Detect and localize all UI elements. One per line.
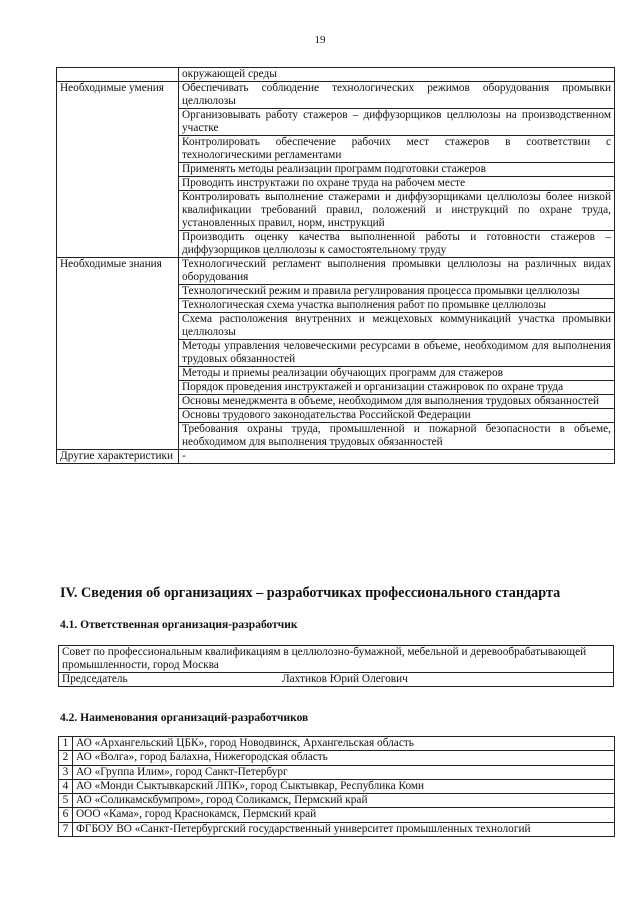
- competency-table: [56, 67, 615, 464]
- table-row: [59, 822, 615, 836]
- requirement-item: Технологическая схема участка выполнения работ по промывке целлюлозы: [179, 299, 615, 313]
- responsible-person-cell: [59, 673, 614, 687]
- requirement-item: Проводить инструктажи по охране труда на рабочем месте: [179, 177, 615, 191]
- developer-orgs-table: [58, 736, 615, 837]
- requirement-item: Основы менеджмента в объеме, необходимом для выполнения трудовых обязанностей: [179, 395, 615, 409]
- requirement-item: Организовывать работу стажеров – диффузорщиков целлюлозы на производственном участке: [179, 109, 615, 136]
- row-label-other: Другие характеристики: [57, 450, 179, 464]
- org-name: АО «Волга», город Балахна, Нижегородская область: [73, 751, 615, 765]
- requirement-item: Основы трудового законодательства Российской Федерации: [179, 409, 615, 423]
- row-label-skills: Необходимые умения: [57, 82, 179, 258]
- requirement-item: Методы управления человеческими ресурсами в объеме, необходимом для выполнения трудовых обязанностей: [179, 340, 615, 367]
- org-number: 2: [59, 751, 73, 765]
- requirement-item: -: [179, 450, 615, 464]
- org-number: 6: [59, 808, 73, 822]
- org-name: АО «Архангельский ЦБК», город Новодвинск, Архангельская область: [73, 737, 615, 751]
- requirement-item: Технологический режим и правила регулирования процесса промывки целлюлозы: [179, 285, 615, 299]
- requirement-item: Схема расположения внутренних и межцеховых коммуникаций участка промывки целлюлозы: [179, 313, 615, 340]
- requirement-item: окружающей среды: [179, 68, 615, 82]
- requirement-item: Контролировать обеспечение рабочих мест стажеров в соответствии с технологическими регламентами: [179, 136, 615, 163]
- page-number: 19: [314, 34, 326, 46]
- org-number: 4: [59, 779, 73, 793]
- requirement-item: Технологический регламент выполнения промывки целлюлозы на различных видах оборудования: [179, 258, 615, 285]
- requirement-item: Обеспечивать соблюдение технологических режимов оборудования промывки целлюлозы: [179, 82, 615, 109]
- requirement-item: Порядок проведения инструктажей и организации стажировок по охране труда: [179, 381, 615, 395]
- org-name: АО «Соликамскбумпром», город Соликамск, Пермский край: [73, 794, 615, 808]
- table-row: [59, 646, 614, 673]
- requirement-item: Методы и приемы реализации обучающих программ для стажеров: [179, 367, 615, 381]
- org-name: ФГБОУ ВО «Санкт-Петербургский государственный университет промышленных технологий: [73, 822, 615, 836]
- table-row: [59, 808, 615, 822]
- org-number: 1: [59, 737, 73, 751]
- org-number: 5: [59, 794, 73, 808]
- section-title: IV. Сведения об организациях – разработчиках профессионального стандарта: [60, 585, 561, 601]
- org-name: АО «Монди Сыктывкарский ЛПК», город Сыктывкар, Республика Коми: [73, 779, 615, 793]
- responsible-org-table: [58, 645, 614, 687]
- table-row: [57, 258, 615, 285]
- table-row: [57, 68, 615, 82]
- org-name: АО «Группа Илим», город Санкт-Петербург: [73, 765, 615, 779]
- table-row: [57, 82, 615, 109]
- subsection-title-developers: 4.2. Наименования организаций-разработчиков: [60, 712, 309, 724]
- table-row: [57, 450, 615, 464]
- requirement-item: Производить оценку качества выполненной работы и готовности стажеров – диффузорщиков целлюлозы к самостоятельному труду: [179, 231, 615, 258]
- table-row: [59, 779, 615, 793]
- requirement-item: Контролировать выполнение стажерами и диффузорщиками целлюлозы более низкой квалификации требований правил, положений и инструкций по охране труда, установленных правил, норм, инструкций: [179, 191, 615, 231]
- org-number: 3: [59, 765, 73, 779]
- table-row: [59, 765, 615, 779]
- requirement-item: Применять методы реализации программ подготовки стажеров: [179, 163, 615, 177]
- table-row: [59, 794, 615, 808]
- table-row: [59, 737, 615, 751]
- row-label-cell: [57, 68, 179, 82]
- row-label-knowledge: Необходимые знания: [57, 258, 179, 450]
- requirement-item: Требования охраны труда, промышленной и пожарной безопасности в объеме, необходимом для выполнения трудовых обязанностей: [179, 423, 615, 450]
- chairman-role: Председатель: [62, 673, 128, 685]
- responsible-org-name: Совет по профессиональным квалификациям в целлюлозно-бумажной, мебельной и деревообрабатывающей промышленности, город Москва: [59, 646, 614, 673]
- org-number: 7: [59, 822, 73, 836]
- org-name: ООО «Кама», город Краснокамск, Пермский край: [73, 808, 615, 822]
- table-row: [59, 751, 615, 765]
- chairman-name: Лахтиков Юрий Олегович: [282, 673, 408, 685]
- table-row: [59, 673, 614, 687]
- subsection-title-responsible: 4.1. Ответственная организация-разработчик: [60, 619, 298, 631]
